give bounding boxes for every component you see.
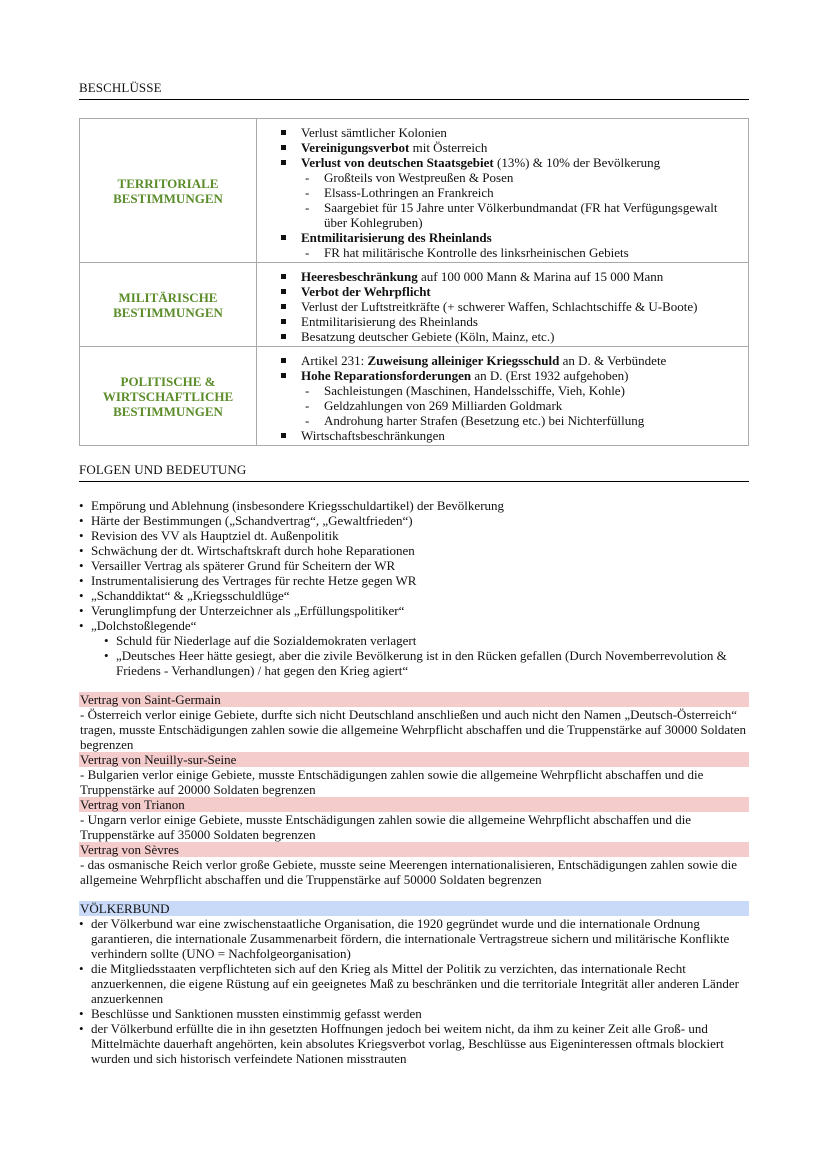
treaty-text: - das osmanische Reich verlor große Gebiete, musste seine Meerengen internationalisieren, Entschädigungen zahlen sowie die allgemeine Wehrpflicht abschaffen und die Truppenstärke auf 50000 Soldaten begrenzen [80,857,738,887]
list-item: • „Schanddiktat“ & „Kriegsschuldlüge“ [79,588,749,603]
list-item: Verlust der Luftstreitkräfte (+ schwerer Waffen, Schlachtschiffe & U-Boote) [279,299,740,314]
voelkerbund-title: VÖLKERBUND [79,901,749,916]
list-item: Verlust sämtlicher Kolonien [279,125,740,140]
category-politisch: POLITISCHE & WIRTSCHAFTLICHE BESTIMMUNGEN [80,347,257,446]
list-item: Verlust von deutschen Staatsgebiet (13%) & 10% der Bevölkerung - Großteils von Westpreußen & Posen - Elsass-Lothringen an Frankreich - Saargebiet für 15 Jahre unter Völkerbundmandat (FR hat Verfügungsgewalt über Kohlegruben) [279,155,740,230]
list-item: • Schwächung der dt. Wirtschaftskraft durch hohe Reparationen [79,543,749,558]
sub-list-item: • „Deutsches Heer hätte gesiegt, aber die zivile Bevölkerung ist in den Rücken gefallen (Durch Novemberrevolution & Friedens - Verhandlungen) / hat gegen den Krieg agiert“ [79,648,749,678]
section-title-beschluesse: BESCHLÜSSE [79,80,749,100]
list-item: Entmilitarisierung des Rheinlands - FR hat militärische Kontrolle des linksrheinischen Gebiets [279,230,740,260]
voelkerbund-section [79,901,749,1066]
sub-list-item: - Elsass-Lothringen an Frankreich [279,185,740,200]
list-item: • der Völkerbund war eine zwischenstaatliche Organisation, die 1920 gegründet wurde und die internationale Ordnung garantieren, die internationale Zusammenarbeit fördern, die internationale Vertragstreue sichern und militärische Konflikte verhindern sollte (UNO = Nachfolgeorganisation) [79,916,749,961]
list-item: • Empörung und Ablehnung (insbesondere Kriegsschuldartikel) der Bevölkerung [79,498,749,513]
sub-list-item: - Sachleistungen (Maschinen, Handelsschiffe, Vieh, Kohle) [279,383,740,398]
sub-list-item: - Saargebiet für 15 Jahre unter Völkerbundmandat (FR hat Verfügungsgewalt über Kohlegruben) [279,200,740,230]
treaty-title: Vertrag von Neuilly-sur-Seine [79,752,749,767]
content-territorial [257,119,749,263]
sub-list-item: - Großteils von Westpreußen & Posen [279,170,740,185]
list-item: Besatzung deutscher Gebiete (Köln, Mainz, etc.) [279,329,740,344]
list-item: Heeresbeschränkung auf 100 000 Mann & Marina auf 15 000 Mann [279,269,740,284]
section-title-folgen: FOLGEN UND BEDEUTUNG [79,462,749,482]
list-item: • „Dolchstoßlegende“ • Schuld für Niederlage auf die Sozialdemokraten verlagert • „Deutsches Heer hätte gesiegt, aber die zivile Bevölkerung ist in den Rücken gefallen (Durch Novemberrevolution & Friedens - Verhandlungen) / hat gegen den Krieg agiert“ [79,618,749,678]
table-row-militaerisch [80,263,749,347]
sub-list-item: - FR hat militärische Kontrolle des linksrheinischen Gebiets [279,245,740,260]
list-item: Artikel 231: Zuweisung alleiniger Kriegsschuld an D. & Verbündete [279,353,740,368]
category-territorial: TERRITORIALE BESTIMMUNGEN [80,119,257,263]
list-item: • Verunglimpfung der Unterzeichner als „Erfüllungspolitiker“ [79,603,749,618]
list-item: • Revision des VV als Hauptziel dt. Außenpolitik [79,528,749,543]
sub-list-item: - Androhung harter Strafen (Besetzung etc.) bei Nichterfüllung [279,413,740,428]
content-militaerisch [257,263,749,347]
list-item: Hohe Reparationsforderungen an D. (Erst 1932 aufgehoben) - Sachleistungen (Maschinen, Handelsschiffe, Vieh, Kohle) - Geldzahlungen von 269 Milliarden Goldmark - Androhung harter Strafen (Besetzung etc.) bei Nichterfüllung [279,368,740,428]
treaties-section [79,692,749,887]
sub-list-item: • Schuld für Niederlage auf die Sozialdemokraten verlagert [79,633,749,648]
list-item: Verbot der Wehrpflicht [279,284,740,299]
treaty-text: - Österreich verlor einige Gebiete, durfte sich nicht Deutschland anschließen und auch nicht den Namen „Deutsch-Österreich“ tragen, musste Entschädigungen zahlen sowie die allgemeine Wehrpflicht abschaffen und die Truppenstärke auf 30000 Soldaten begrenzen [80,707,746,752]
treaty-text: - Bulgarien verlor einige Gebiete, musste Entschädigungen zahlen sowie die allgemeine Wehrpflicht abschaffen und die Truppenstärke auf 20000 Soldaten begrenzen [80,767,704,797]
folgen-list [79,498,749,678]
treaty-title: Vertrag von Trianon [79,797,749,812]
list-item: Entmilitarisierung des Rheinlands [279,314,740,329]
list-item: • der Völkerbund erfüllte die in ihn gesetzten Hoffnungen jedoch bei weitem nicht, da ihm zu keiner Zeit alle Groß- und Mittelmächte dauerhaft angehörten, kein absolutes Kriegsverbot vorlag, Beschlüsse aus Eigeninteressen oftmals blockiert wurden und sich historisch verfeindete Nationen misstrauten [79,1021,749,1066]
content-politisch [257,347,749,446]
list-item: • Instrumentalisierung des Vertrages für rechte Hetze gegen WR [79,573,749,588]
treaty-text: - Ungarn verlor einige Gebiete, musste Entschädigungen zahlen sowie die allgemeine Wehrpflicht abschaffen und die Truppenstärke auf 35000 Soldaten begrenzen [80,812,692,842]
sub-list-item: - Geldzahlungen von 269 Milliarden Goldmark [279,398,740,413]
list-item: Wirtschaftsbeschränkungen [279,428,740,443]
list-item: Vereinigungsverbot mit Österreich [279,140,740,155]
treaty-title: Vertrag von Sèvres [79,842,749,857]
document-page [79,0,749,1066]
list-item: • Härte der Bestimmungen („Schandvertrag“, „Gewaltfrieden“) [79,513,749,528]
category-militaerisch: MILITÄRISCHE BESTIMMUNGEN [80,263,257,347]
voelkerbund-list [79,916,749,1066]
list-item: • die Mitgliedsstaaten verpflichteten sich auf den Krieg als Mittel der Politik zu verzichten, das internationale Recht anzuerkennen, die eigene Rüstung auf ein geeignetes Maß zu beschränken und die territoriale Integrität aller anderen Länder anzuerkennen [79,961,749,1006]
table-row-territorial [80,119,749,263]
table-row-politisch [80,347,749,446]
treaty-title: Vertrag von Saint-Germain [79,692,749,707]
list-item: • Beschlüsse und Sanktionen mussten einstimmig gefasst werden [79,1006,749,1021]
bestimmungen-table [79,118,749,446]
list-item: • Versailler Vertrag als späterer Grund für Scheitern der WR [79,558,749,573]
